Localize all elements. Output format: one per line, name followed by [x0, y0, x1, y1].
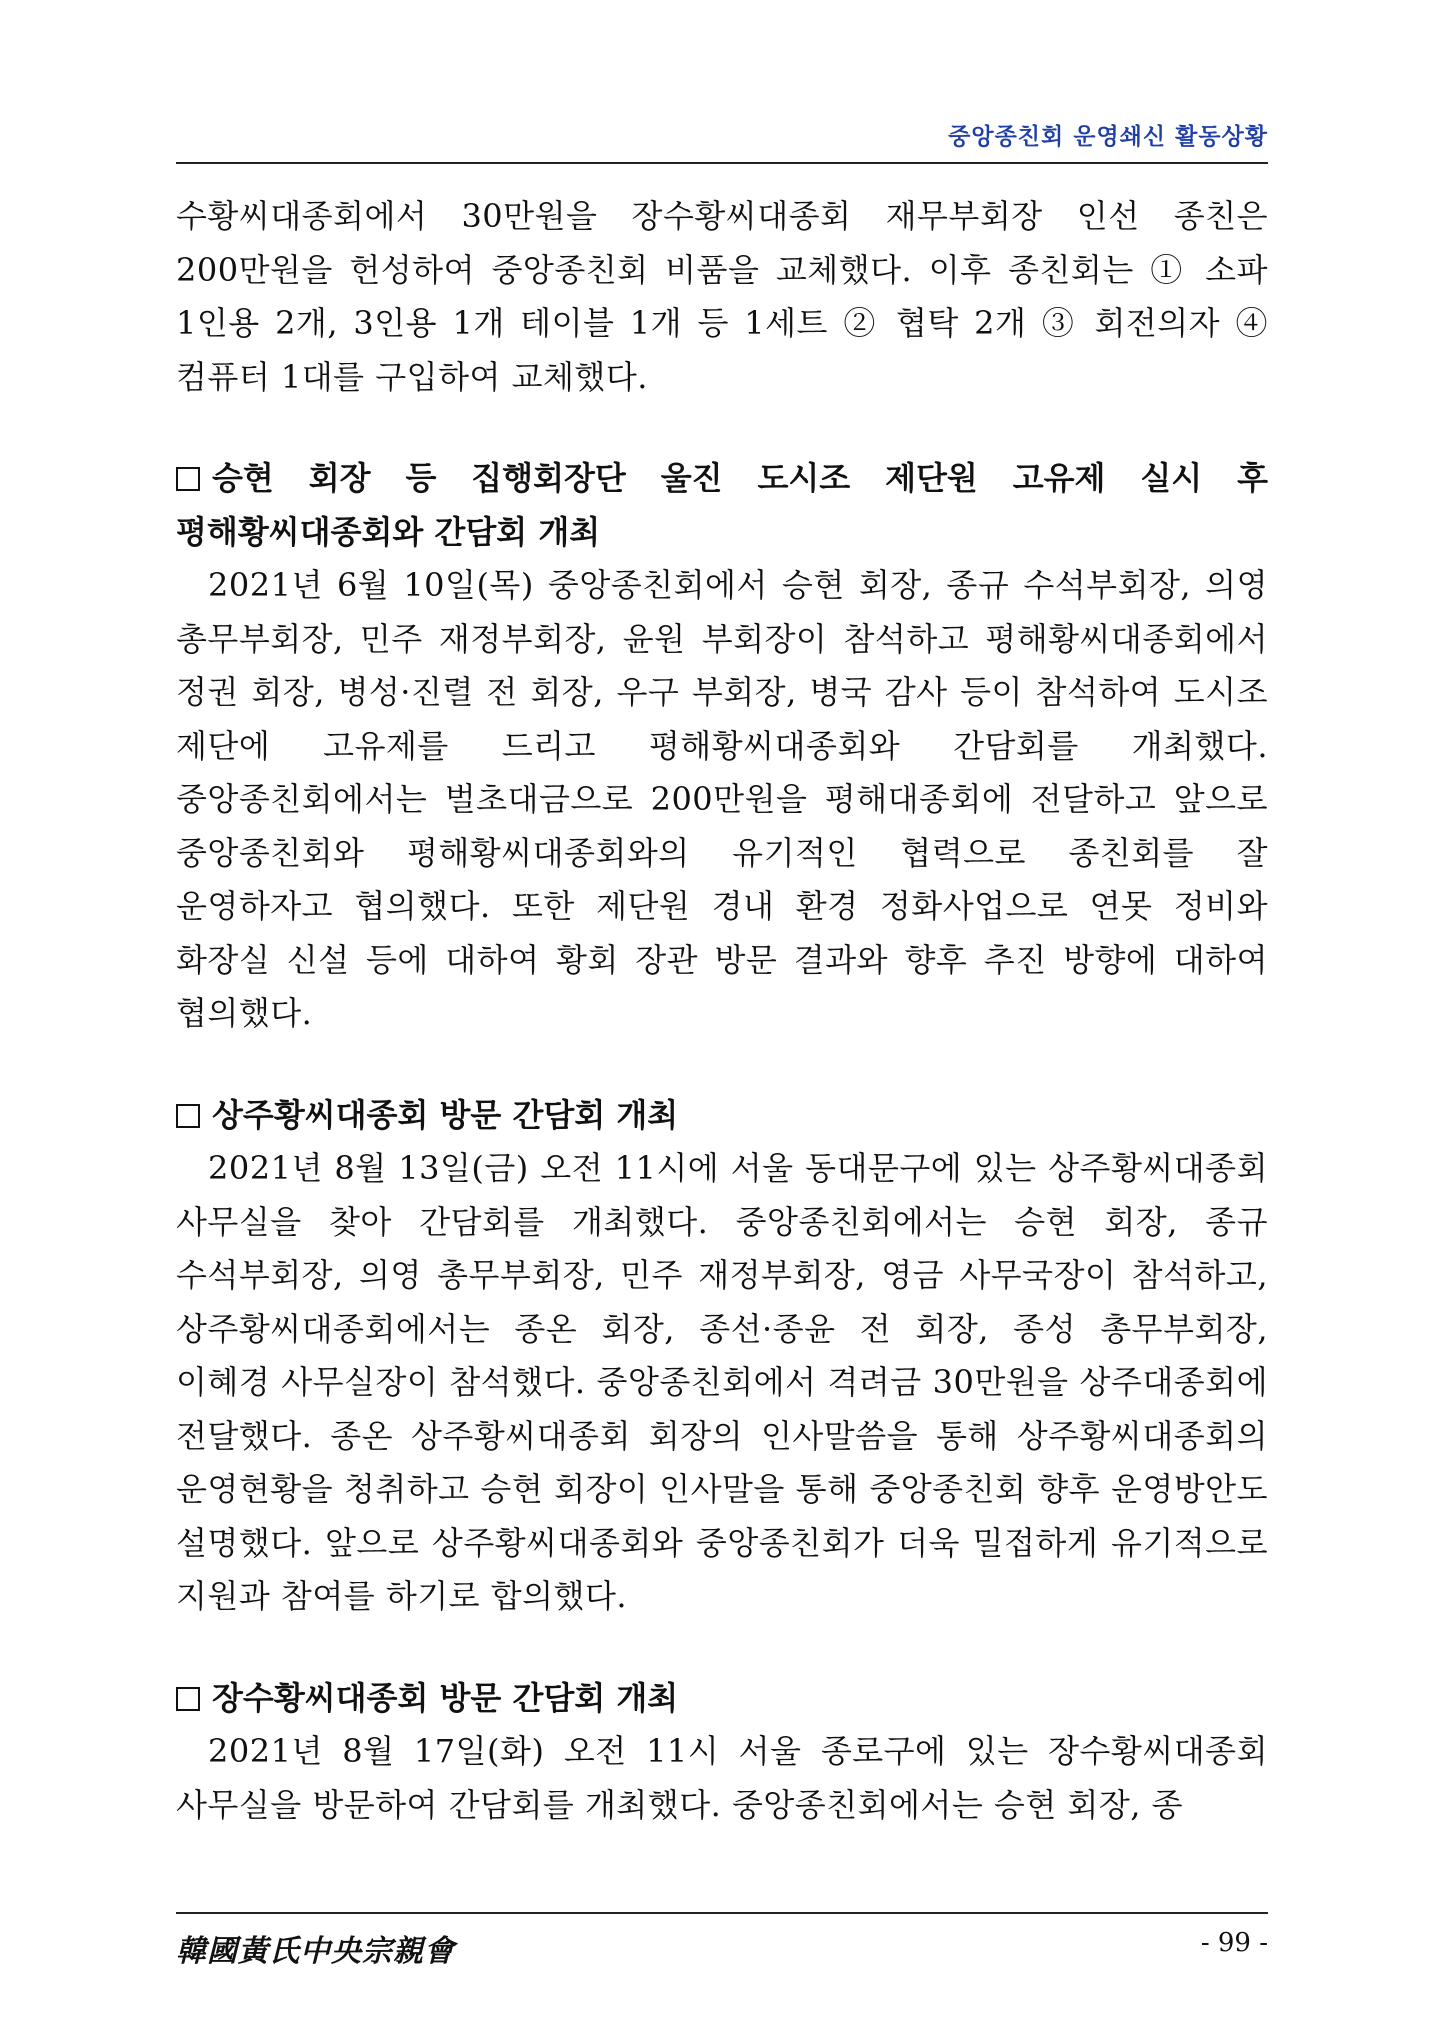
- intro-paragraph: 수황씨대종회에서 30만원을 장수황씨대종회 재무부회장 인선 종친은 200만원을 헌성하여 중앙종친회 비품을 교체했다. 이후 종친회는 ① 소파 1인용 2개, 3인용 1개 테이블 1개 등 1세트 ② 협탁 2개 ③ 회전의자 ④ 컴퓨터 1대를 구입하여 교체했다.: [176, 197, 1268, 396]
- checkbox-bullet-icon: [176, 1687, 200, 1711]
- checkbox-bullet-icon: [176, 467, 200, 491]
- section-heading-text: 승현 회장 등 집행회장단 울진 도시조 제단원 고유제 실시 후 평해황씨대종회와 간담회 개최: [176, 459, 1268, 551]
- section-body: 2021년 8월 17일(화) 오전 11시 서울 종로구에 있는 장수황씨대종회 사무실을 방문하여 간담회를 개최했다. 중앙종친회에서는 승현 회장, 종: [176, 1732, 1268, 1824]
- section-heading: [176, 452, 1268, 559]
- section-sangju-visit: [176, 1089, 1268, 1624]
- section-spacer: [176, 1624, 1268, 1672]
- section-spacer: [176, 1041, 1268, 1089]
- page-number: - 99 -: [1200, 1928, 1268, 1958]
- running-header-title: 중앙종친회 운영쇄신 활동상황: [948, 124, 1268, 150]
- footer-organization: 韓國黃氏中央宗親會: [176, 1934, 455, 1969]
- section-heading: [176, 1089, 1268, 1143]
- checkbox-bullet-icon: [176, 1104, 200, 1128]
- section-heading-text: 상주황씨대종회 방문 간담회 개최: [212, 1095, 679, 1134]
- section-body: 2021년 8월 13일(금) 오전 11시에 서울 동대문구에 있는 상주황씨대종회 사무실을 찾아 간담회를 개최했다. 중앙종친회에서는 승현 회장, 종규 수석부회장, 의영 총무부회장, 민주 재정부회장, 영금 사무국장이 참석하고, 상주황씨대종회에서는 종온 회장, 종선·종윤 전 회장, 종성 총무부회장, 이혜경 사무실장이 참석했다. 중앙종친회에서 격려금 30만원을 상주대종회에 전달했다. 종온 상주황씨대종회 회장의 인사말씀을 통해 상주황씨대종회의 운영현황을 청취하고 승현 회장이 인사말을 통해 중앙종친회 향후 운영방안도 설명했다. 앞으로 상주황씨대종회와 중앙종친회가 더욱 밀접하게 유기적으로 지원과 참여를 하기로 합의했다.: [176, 1149, 1268, 1615]
- footer-rule: [176, 1912, 1268, 1914]
- section-pyeonghae-meeting: [176, 452, 1268, 1041]
- section-body: 2021년 6월 10일(목) 중앙종친회에서 승현 회장, 종규 수석부회장, 의영 총무부회장, 민주 재정부회장, 윤원 부회장이 참석하고 평해황씨대종회에서 정권 회장, 병성·진렬 전 회장, 우구 부회장, 병국 감사 등이 참석하여 도시조 제단에 고유제를 드리고 평해황씨대종회와 간담회를 개최했다. 중앙종친회에서는 벌초대금으로 200만원을 평해대종회에 전달하고 앞으로 중앙종친회와 평해황씨대종회와의 유기적인 협력으로 종친회를 잘 운영하자고 협의했다. 또한 제단원 경내 환경 정화사업으로 연못 정비와 화장실 신설 등에 대하여 황회 장관 방문 결과와 향후 추진 방향에 대하여 협의했다.: [176, 566, 1268, 1032]
- page-content: [176, 190, 1268, 1832]
- header-rule: [176, 162, 1268, 164]
- section-spacer: [176, 404, 1268, 452]
- section-heading: [176, 1672, 1268, 1726]
- section-heading-text: 장수황씨대종회 방문 간담회 개최: [212, 1678, 679, 1717]
- section-jangsu-visit: [176, 1672, 1268, 1833]
